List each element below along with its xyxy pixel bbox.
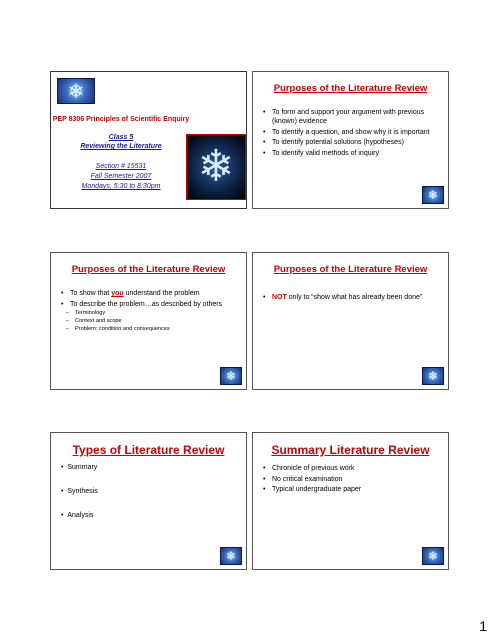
slide-title: Purposes of the Literature Review (273, 83, 428, 94)
bullet-item: • To form and support your argument with previous (known) evidence (263, 108, 440, 126)
sub-bullet-item: – Problem: condition and consequences (61, 326, 238, 334)
slide-purposes-1 (252, 71, 449, 209)
snowflake-thumbnail-icon (57, 78, 95, 104)
slide-summary (252, 432, 449, 570)
slide-cover (50, 71, 247, 209)
page-number: 1 (479, 618, 487, 634)
semester: Fall Semester 2007 (90, 173, 152, 180)
bullet-item: • Summary (61, 464, 98, 471)
bullet-item: • To describe the problem…as described by others (61, 300, 238, 309)
slide-types (50, 432, 247, 570)
bullet-list (61, 289, 238, 334)
slide-title: Purposes of the Literature Review (71, 264, 226, 275)
bullet-item: • To identify potential solutions (hypotheses) (263, 138, 440, 147)
bullet-item: • To identify a question, and show why it is important (263, 128, 440, 137)
bullet-list (263, 464, 440, 496)
snowflake-icon (220, 367, 242, 385)
slide-purposes-2 (50, 252, 247, 390)
snowflake-image (186, 134, 246, 200)
schedule: Mondays, 5:30 to 8:30pm (81, 183, 161, 190)
bullet-text: Summary (67, 464, 98, 471)
bullet-item: • Typical undergraduate paper (263, 485, 440, 494)
slide-title: Purposes of the Literature Review (273, 264, 428, 275)
bullet-item (263, 293, 440, 302)
course-title: PEP 8306 Principles of Scientific Enquiry (52, 116, 190, 123)
emphasis-text: NOT (272, 294, 287, 301)
bullet-text: Synthesis (67, 488, 98, 495)
slide-title: Summary Literature Review (271, 443, 430, 457)
section-number: Section # 15531 (95, 163, 147, 170)
snowflake-icon (220, 547, 242, 565)
slide-purposes-3 (252, 252, 449, 390)
emphasis-text: you (111, 290, 124, 297)
bullet-list (263, 293, 440, 304)
snowflake-icon (422, 547, 444, 565)
bullet-text: understand the problem (123, 290, 200, 297)
sub-bullet-item: – Context and scope (61, 318, 238, 326)
bullet-item: • Analysis (61, 512, 94, 519)
class-label: Class 5 (108, 134, 134, 141)
bullet-item: • Synthesis (61, 488, 98, 495)
bullet-item (61, 289, 238, 298)
sub-bullet-item: – Terminology (61, 310, 238, 318)
snowflake-icon (422, 367, 444, 385)
bullet-item: • No critical examination (263, 475, 440, 484)
bullet-item: • Chronicle of previous work (263, 464, 440, 473)
slide-title: Types of Literature Review (72, 443, 225, 457)
class-title: Reviewing the Literature (80, 143, 162, 150)
bullet-item: • To identify valid methods of inquiry (263, 149, 440, 158)
bullet-text: To show that (70, 290, 112, 297)
bullet-text: only to “show what has already been done” (286, 294, 423, 301)
bullet-list (263, 108, 440, 159)
snowflake-icon (422, 186, 444, 204)
bullet-text: Analysis (67, 512, 94, 519)
